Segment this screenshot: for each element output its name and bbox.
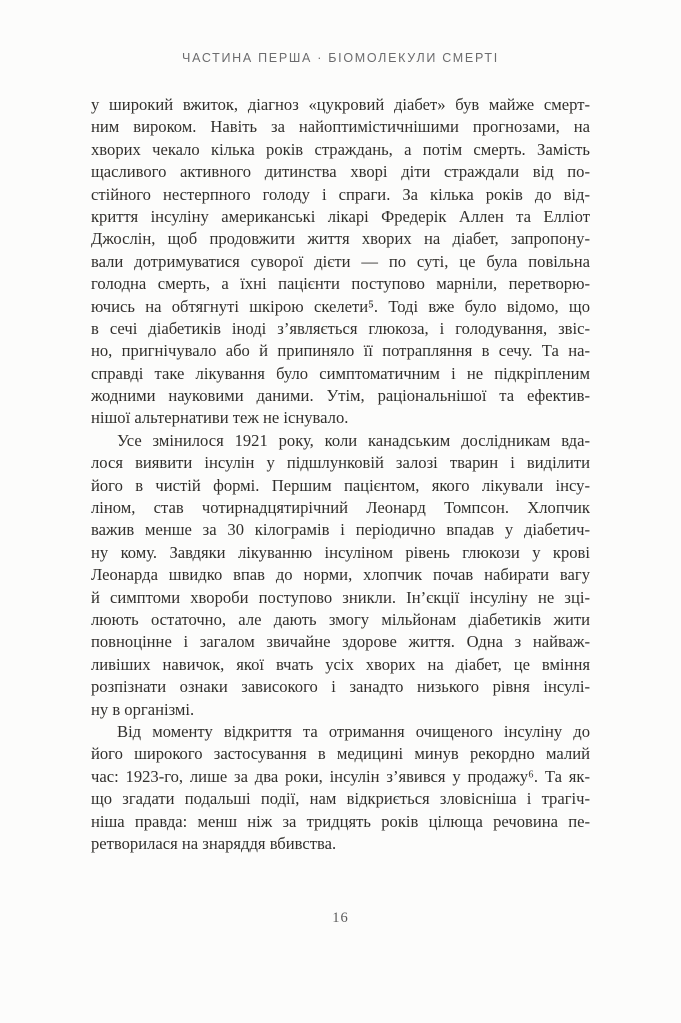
- page-number: 16: [332, 910, 349, 926]
- text-line: час: 1923-го, лише за два роки, інсулін з’явився у продажу⁶. Та як-: [91, 766, 590, 786]
- text-line: нішої альтернативи теж не існувало.: [91, 408, 349, 428]
- text-line: повноцінне і загалом звичайне здорове життя. Одна з найваж-: [91, 632, 590, 652]
- text-line: голодна смерть, а їхні пацієнти поступово марніли, перетворю-: [91, 274, 590, 294]
- text-line: в сечі діабетиків іноді з’являється глюкоза, і голодування, звіс-: [91, 318, 590, 338]
- text-line: криття інсуліну американські лікарі Фредерік Аллен та Елліот: [91, 206, 590, 226]
- text-line: його широкого застосування в медицині минув рекордно малий: [91, 744, 590, 764]
- text-line: ну в організмі.: [91, 699, 195, 719]
- text-line: щасливого активного дитинства хворі діти страждали від по-: [91, 162, 590, 182]
- text-line: но, пригнічувало або й припиняло її потрапляння в сечу. Та на-: [91, 341, 590, 361]
- text-line: вали дотримуватися суворої дієти — по суті, це була повільна: [91, 251, 590, 271]
- text-line: справді таке лікування було симптоматичним і не підкріпленим: [91, 363, 590, 383]
- text-line: ретворилася на знаряддя вбивства.: [91, 833, 337, 853]
- running-header: ЧАСТИНА ПЕРША · БІОМОЛЕКУЛИ СМЕРТІ: [182, 51, 499, 65]
- text-line: Від моменту відкриття та отримання очищеного інсуліну до: [117, 721, 590, 741]
- page-text: [91, 94, 590, 855]
- text-line: ну кому. Завдяки лікуванню інсуліном рівень глюкози у крові: [91, 542, 590, 562]
- text-line: люють остаточно, але дають змогу мільйонам діабетиків жити: [91, 609, 590, 629]
- text-line: ливіших навичок, якої вчать усіх хворих на діабет, це вміння: [91, 654, 590, 674]
- text-line: Леонарда швидко впав до норми, хлопчик почав набирати вагу: [91, 565, 590, 585]
- text-line: ніша правда: менш ніж за тридцять років цілюща речовина пе-: [91, 811, 590, 831]
- text-line: Джослін, щоб продовжити життя хворих на діабет, запропону-: [91, 229, 590, 249]
- text-line: лося виявити інсулін у підшлунковій залозі тварин і виділити: [91, 453, 590, 473]
- text-line: ючись на обтягнуті шкірою скелети⁵. Тоді вже було відомо, що: [91, 296, 590, 316]
- text-line: розпізнати ознаки зависокого і занадто низького рівня інсулі-: [91, 677, 590, 697]
- text-line: у широкий вжиток, діагноз «цукровий діабет» був майже смерт-: [91, 95, 590, 114]
- text-line: його в чистій формі. Першим пацієнтом, якого лікували інсу-: [91, 475, 590, 495]
- text-line: що згадати подальші події, нам відкриється зловісніша і трагіч-: [91, 789, 590, 809]
- text-line: хворих чекало кілька років страждань, а потім смерть. Замість: [91, 139, 590, 159]
- text-line: ліном, став чотирнадцятирічний Леонард Томпсон. Хлопчик: [91, 498, 590, 518]
- text-line: й симптоми хвороби поступово зникли. Ін’єкції інсуліну не зці-: [91, 587, 590, 607]
- text-line: ним вироком. Навіть за найоптимістичнішими прогнозами, на: [91, 117, 590, 137]
- text-line: Усе змінилося 1921 року, коли канадським дослідникам вда-: [117, 430, 590, 450]
- text-line: важив менше за 30 кілограмів і періодично впадав у діабетич-: [91, 520, 590, 540]
- text-line: жодними науковими даними. Утім, раціональнішої та ефектив-: [91, 386, 590, 406]
- text-line: стійного нестерпного голоду і спраги. За кілька років до від-: [91, 184, 590, 204]
